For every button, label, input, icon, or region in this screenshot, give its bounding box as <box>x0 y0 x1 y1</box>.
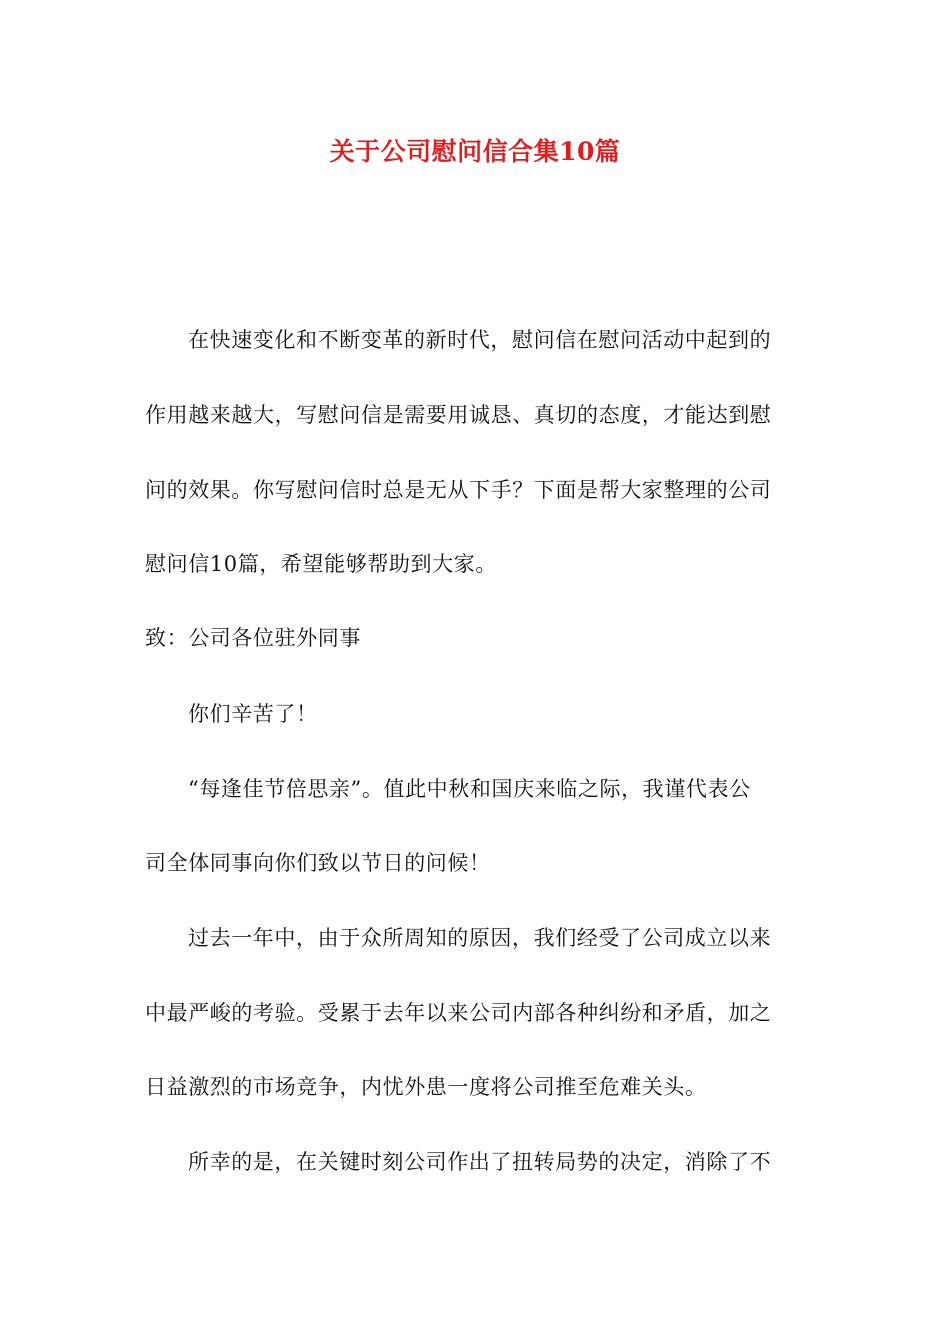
paragraph-line: “每逢佳节倍思亲”。值此中秋和国庆来临之际，我谨代表公 <box>188 777 751 801</box>
salutation-line: 致：公司各位驻外同事 <box>145 626 361 650</box>
paragraph-line: 中最严峻的考验。受累于去年以来公司内部各种纠纷和矛盾，加之 <box>145 1001 772 1025</box>
paragraph-line: 慰问信10篇，希望能够帮助到大家。 <box>145 552 497 576</box>
paragraph-line: 日益激烈的市场竞争，内忧外患一度将公司推至危难关头。 <box>145 1075 707 1099</box>
paragraph-line: 司全体同事向你们致以节日的问候！ <box>145 851 491 875</box>
paragraph-line: 问的效果。你写慰问信时总是无从下手？下面是帮大家整理的公司 <box>145 478 772 502</box>
paragraph-line: 在快速变化和不断变革的新时代，慰问信在慰问活动中起到的 <box>188 328 772 352</box>
paragraph-line: 作用越来越大，写慰问信是需要用诚恳、真切的态度，才能达到慰 <box>145 403 772 427</box>
paragraph-line: 所幸的是，在关键时刻公司作出了扭转局势的决定，消除了不 <box>188 1150 772 1174</box>
document-title: 关于公司慰问信合集10篇 <box>329 137 621 166</box>
paragraph-line: 过去一年中，由于众所周知的原因，我们经受了公司成立以来 <box>188 926 772 950</box>
paragraph-line: 你们辛苦了！ <box>188 702 318 726</box>
